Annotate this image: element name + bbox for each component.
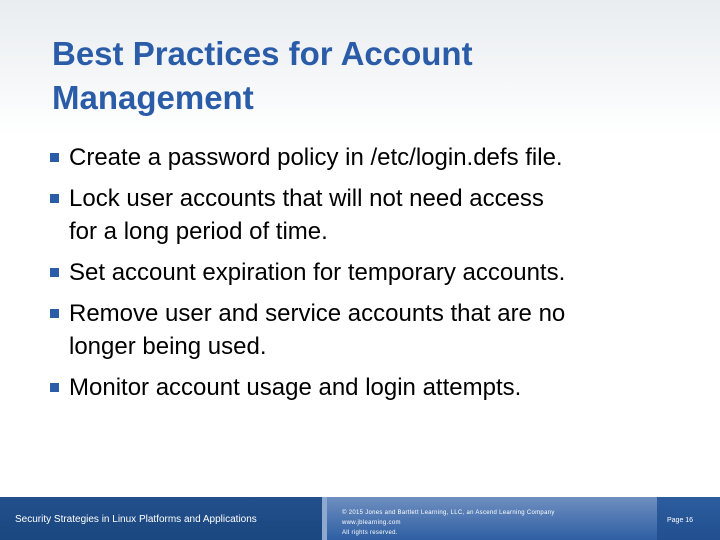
footer-course-panel	[0, 497, 322, 540]
bullet-text: Lock user accounts that will not need access	[69, 185, 544, 212]
slide-title-line-1: Best Practices for Account	[52, 35, 473, 72]
copyright-notice	[342, 508, 555, 538]
rights-reserved: All rights reserved.	[342, 530, 398, 536]
square-bullet-icon	[50, 268, 59, 277]
square-bullet-icon	[50, 194, 59, 203]
footer-page-panel	[657, 497, 720, 540]
course-name: Security Strategies in Linux Platforms and Applications	[15, 514, 257, 525]
bullet-item	[50, 297, 710, 363]
slide-title	[52, 32, 692, 120]
square-bullet-icon	[50, 309, 59, 318]
publisher-website: www.jblearning.com	[342, 520, 401, 526]
bullet-item	[50, 141, 710, 175]
slide-title-line-2: Management	[52, 79, 254, 116]
bullet-item	[50, 256, 710, 290]
bullet-text: Monitor account usage and login attempts.	[69, 374, 522, 401]
bullet-text: Set account expiration for temporary accounts.	[69, 259, 566, 286]
bullet-list	[50, 141, 710, 412]
square-bullet-icon	[50, 383, 59, 392]
footer-copyright-panel	[327, 497, 657, 540]
bullet-item	[50, 371, 710, 405]
bullet-item	[50, 182, 710, 248]
slide-footer	[0, 497, 720, 540]
copyright-line-1: © 2015 Jones and Bartlett Learning, LLC, an Ascend Learning Company	[342, 510, 555, 516]
bullet-text-continuation: for a long period of time.	[69, 218, 328, 245]
bullet-text-continuation: longer being used.	[69, 333, 267, 360]
bullet-text: Create a password policy in /etc/login.defs file.	[69, 144, 563, 171]
square-bullet-icon	[50, 153, 59, 162]
bullet-text: Remove user and service accounts that are no	[69, 300, 566, 327]
page-number: Page 16	[667, 517, 694, 524]
